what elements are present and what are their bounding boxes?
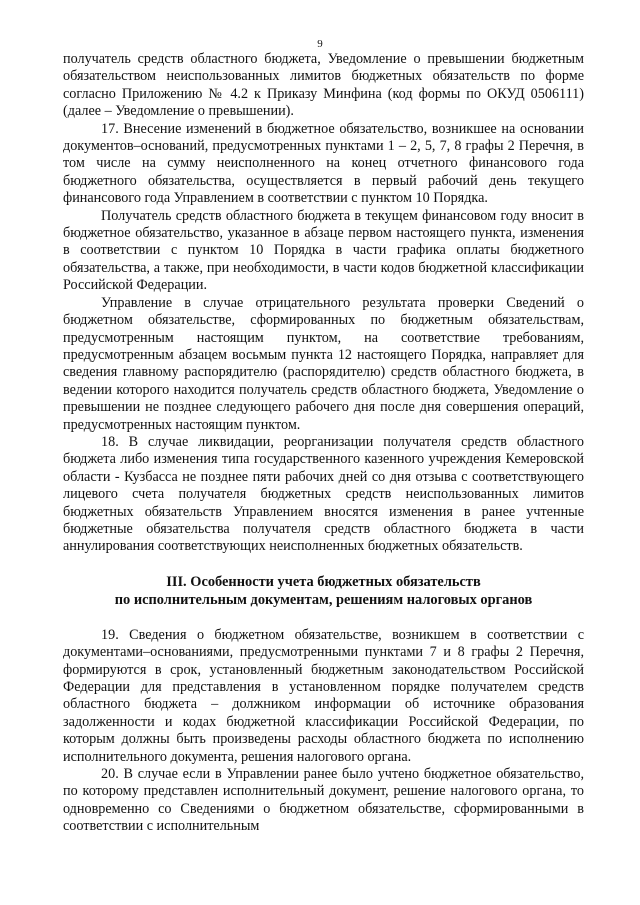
paragraph-recipient-changes: Получатель средств областного бюджета в текущем финансовом году вносит в бюджетное обязательство, указанное в абзаце первом настоящего пункта, изменения в соответствии с пунктом 10 Порядка в части графика оплаты бюджетного обязательства, а также, при необходимости, в части кодов бюджетной классификации Российской Федерации.	[63, 207, 584, 294]
paragraph-continuation: получатель средств областного бюджета, Уведомление о превышении бюджетным обязательством неиспользованных лимитов бюджетных обязательств по форме согласно Приложению № 4.2 к Приказу Минфина (код формы по ОКУД 0506111) (далее – Уведомление о превышении).	[63, 51, 584, 120]
paragraph-negative-check: Управление в случае отрицательного результата проверки Сведений о бюджетном обязательстве, сформированных по бюджетным обязательствам, предусмотренным настоящим пунктом, на соответствие требованиям, предусмотренным абзацем восьмым пункта 12 настоящего Порядка, направляет для сведения главному распорядителю (распорядителю) средств областного бюджета, в ведении которого находится получатель средств областного бюджета, Уведомление о превышении не позднее следующего рабочего дня после дня совершения операций, предусмотренных настоящим пунктом.	[63, 294, 584, 433]
paragraph-item-19: 19. Сведения о бюджетном обязательстве, возникшем в соответствии с документами–основаниями, предусмотренными пунктами 7 и 8 графы 2 Перечня, формируются в срок, установленный бюджетным законодательством Российской Федерации для представления в установленном порядке получателем средств областного бюджета – должником информации об источнике образования задолженности и кодах бюджетной классификации Российской Федерации, по которым должны быть произведены расходы областного бюджета по исполнению исполнительного документа, решения налогового органа.	[63, 626, 584, 765]
section-heading-line-1: III. Особенности учета бюджетных обязательств	[166, 573, 481, 590]
paragraph-item-17: 17. Внесение изменений в бюджетное обязательство, возникшее на основании документов–оснований, предусмотренных пунктами 1 – 2, 5, 7, 8 графы 2 Перечня, в том числе на сумму неисполненного на конец отчетного финансового года бюджетного обязательства, осуществляется в первый рабочий день текущего финансового года Управлением в соответствии с пунктом 10 Порядка.	[63, 120, 584, 207]
paragraph-item-20: 20. В случае если в Управлении ранее было учтено бюджетное обязательство, по которому представлен исполнительный документ, решение налогового органа, то одновременно со Сведениями о бюджетном обязательстве, сформированными в соответствии с исполнительным	[63, 766, 584, 835]
section-heading	[63, 573, 584, 610]
page-number: 9	[317, 38, 323, 50]
document-body	[63, 51, 584, 836]
section-heading-line-2: по исполнительным документам, решениям налоговых органов	[114, 592, 533, 609]
paragraph-item-18: 18. В случае ликвидации, реорганизации получателя средств областного бюджета либо изменения типа государственного казенного учреждения Кемеровской области - Кузбасса не позднее пяти рабочих дней со дня отзыва с соответствующего лицевого счета получателя бюджетных средств неиспользованных лимитов бюджетных обязательств Управлением вносятся изменения в ранее учтенные бюджетные обязательства получателя средств областного бюджета в части аннулирования соответствующих неисполненных бюджетных обязательств.	[63, 433, 584, 555]
